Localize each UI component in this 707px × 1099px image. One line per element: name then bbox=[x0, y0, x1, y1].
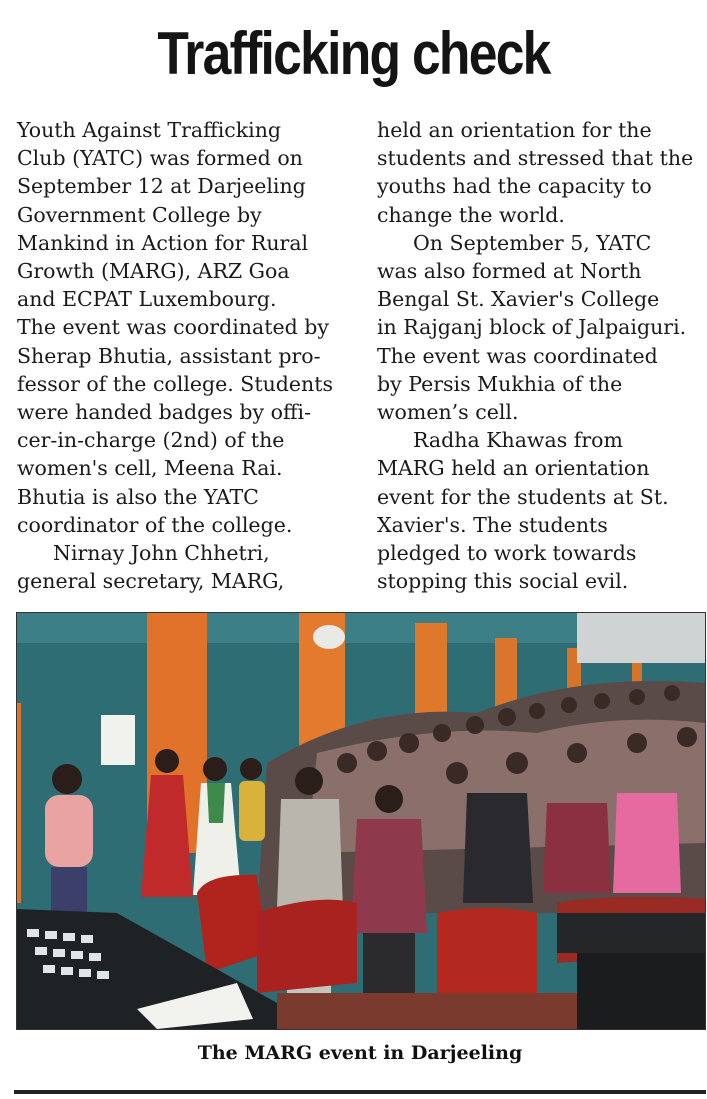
text-line: The event was coordinated bbox=[377, 343, 658, 368]
text-line: Youth Against Trafficking bbox=[17, 118, 282, 142]
text-line: The event was coordinated by bbox=[17, 315, 329, 340]
text-line: cer-in-charge (2nd) of the bbox=[17, 428, 285, 453]
text-line: Mankind in Action for Rural bbox=[17, 230, 309, 255]
text-line: Bengal St. Xavier's College bbox=[377, 287, 660, 312]
text-line: Xavier's. The students bbox=[377, 512, 608, 537]
article-paragraph bbox=[377, 426, 693, 595]
article-paragraph bbox=[17, 116, 333, 539]
bottom-rule bbox=[14, 1090, 706, 1094]
text-line: MARG held an orientation bbox=[377, 456, 650, 481]
text-line: stopping this social evil. bbox=[377, 569, 629, 594]
text-line: were handed badges by offi- bbox=[17, 400, 312, 425]
event-photo bbox=[16, 612, 706, 1030]
text-line: women’s cell. bbox=[377, 400, 519, 425]
text-line: Nirnay John Chhetri, bbox=[53, 541, 270, 566]
text-line: change the world. bbox=[377, 202, 565, 227]
text-line: women's cell, Meena Rai. bbox=[17, 456, 283, 481]
article-paragraph bbox=[17, 539, 333, 595]
text-line: and ECPAT Luxembourg. bbox=[17, 287, 277, 312]
text-line: Radha Khawas from bbox=[413, 428, 623, 453]
text-line: general secretary, MARG, bbox=[17, 569, 285, 594]
text-line: students and stressed that the bbox=[377, 146, 694, 171]
text-line: pledged to work towards bbox=[377, 541, 637, 566]
photo-caption: The MARG event in Darjeeling bbox=[197, 1042, 523, 1064]
text-line: coordinator of the college. bbox=[17, 512, 293, 537]
article-column-right bbox=[377, 116, 693, 595]
article-paragraph bbox=[377, 229, 693, 426]
text-line: Club (YATC) was formed on bbox=[17, 146, 303, 171]
text-line: Growth (MARG), ARZ Goa bbox=[17, 259, 290, 284]
text-line: On September 5, YATC bbox=[413, 230, 652, 255]
headline: Trafficking check bbox=[157, 20, 550, 87]
text-line: Sherap Bhutia, assistant pro- bbox=[17, 343, 321, 368]
article-paragraph bbox=[377, 116, 693, 229]
text-line: Bhutia is also the YATC bbox=[17, 484, 259, 509]
article-column-left bbox=[17, 116, 333, 595]
text-line: event for the students at St. bbox=[377, 484, 669, 509]
text-line: youths had the capacity to bbox=[377, 174, 652, 199]
text-line: by Persis Mukhia of the bbox=[377, 371, 623, 396]
text-line: in Rajganj block of Jalpaiguri. bbox=[377, 315, 687, 340]
text-line: held an orientation for the bbox=[377, 118, 652, 142]
text-line: fessor of the college. Students bbox=[17, 371, 334, 396]
text-line: Government College by bbox=[17, 202, 262, 227]
text-line: was also formed at North bbox=[377, 259, 642, 284]
event-photo-illustration bbox=[17, 613, 705, 1029]
text-line: September 12 at Darjeeling bbox=[17, 174, 306, 199]
